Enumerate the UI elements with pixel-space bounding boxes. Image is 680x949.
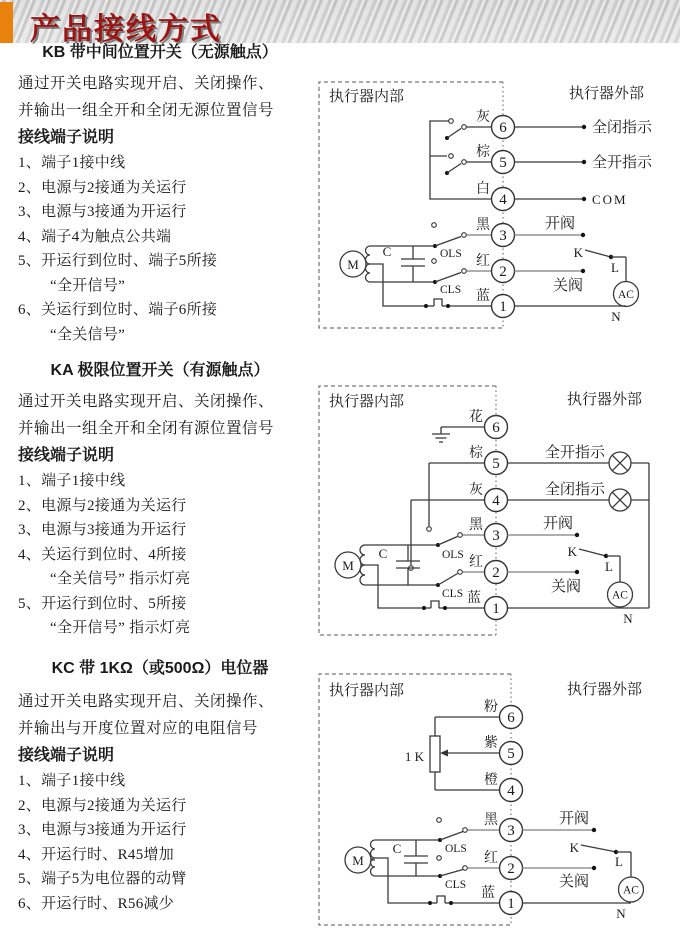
ext-label-open-valve: 开阀 [543, 516, 574, 532]
ka-item: 1、端子1接中线 [18, 473, 126, 489]
lamp-icon [609, 452, 631, 474]
k-switch-label: K [567, 544, 577, 559]
terminal-number: 2 [507, 861, 515, 877]
ka-item: 5、开运行到位时、5所接 [18, 595, 187, 612]
kb-item: “全关信号” [50, 326, 126, 343]
l-label: L [615, 854, 623, 869]
kc-item: 3、电源与3接通为开运行 [18, 822, 187, 838]
section-kb-text [8, 42, 312, 347]
wire-color-label: 花 [469, 410, 483, 425]
ext-label-com: COM [592, 192, 628, 207]
kc-subheading: 接线端子说明 [18, 747, 115, 764]
section-ka-text [8, 360, 312, 641]
terminal-number: 3 [492, 528, 500, 544]
ka-subheading: 接线端子说明 [18, 447, 115, 464]
section-ka-title: KA 极限位置开关（有源触点） [50, 362, 270, 379]
cls-label: CLS [440, 284, 462, 296]
ka-item: 3、电源与3接通为开运行 [18, 522, 187, 538]
capacitor-label: C [378, 546, 388, 561]
kc-wire-labels [481, 698, 499, 901]
ground-symbol [432, 434, 450, 442]
kb-wire-labels [476, 109, 491, 304]
terminal-number: 5 [499, 155, 507, 171]
terminal-number: 3 [507, 823, 515, 839]
terminal-number: 1 [507, 896, 515, 912]
wire-color-label: 蓝 [467, 591, 481, 606]
wire-color-label: 棕 [476, 145, 490, 160]
kb-item: 1、端子1接中线 [18, 155, 126, 171]
wire-color-label: 橙 [484, 773, 498, 788]
terminal-number: 6 [492, 420, 500, 436]
ka-item: “全关信号” 指示灯亮 [50, 571, 191, 587]
ext-label-closed-indication: 全闭指示 [592, 120, 653, 136]
kc-motor-circuit [345, 818, 500, 905]
terminal-number: 4 [492, 493, 500, 509]
ka-desc-line-1: 通过开关电路实现开启、关闭操作、 [18, 393, 275, 410]
n-label: N [623, 611, 633, 626]
ka-external-label: 执行器外部 [567, 392, 643, 408]
ext-label-open-valve: 开阀 [559, 811, 590, 827]
banner-accent-block [0, 2, 13, 43]
k-switch-label: K [569, 840, 579, 855]
terminal-number: 1 [499, 299, 507, 315]
ka-desc-line-2: 并输出一组全开和全闭有源位置信号 [18, 420, 275, 437]
capacitor-label: C [382, 244, 392, 259]
header-banner [0, 0, 680, 46]
ka-item: 2、电源与2接通为关运行 [18, 497, 187, 514]
ac-source-label: AC [623, 884, 639, 897]
wire-color-label: 红 [469, 555, 483, 570]
wire-color-label: 粉 [484, 700, 498, 715]
terminal-number: 4 [507, 783, 515, 799]
wire-color-label: 白 [476, 182, 490, 197]
kc-external-label: 执行器外部 [567, 682, 643, 698]
kb-external-label: 执行器外部 [569, 86, 645, 102]
section-kb-title: KB 带中间位置开关（无源触点） [42, 44, 278, 61]
motor-label: M [347, 257, 359, 272]
wire-color-label: 红 [476, 254, 490, 269]
motor-label: M [352, 853, 364, 868]
kc-item: 6、开运行时、R56减少 [18, 895, 175, 912]
terminal-number: 5 [492, 456, 500, 472]
terminal-number: 4 [499, 192, 507, 208]
ka-item: “全开信号” 指示灯亮 [50, 620, 191, 636]
wire-color-label: 蓝 [476, 289, 490, 304]
kb-subheading: 接线端子说明 [18, 129, 115, 146]
n-label: N [611, 309, 621, 324]
ols-label: OLS [442, 549, 464, 561]
motor-label: M [342, 558, 354, 573]
wire-color-label: 红 [484, 851, 498, 866]
ols-label: OLS [445, 843, 467, 855]
kb-desc-line-1: 通过开关电路实现开启、关闭操作、 [18, 75, 275, 92]
wiper-arrow [440, 750, 448, 757]
kb-item: 5、开运行到位时、端子5所接 [18, 253, 218, 269]
kc-internal-label: 执行器内部 [329, 683, 405, 699]
kc-external-circuit [523, 810, 644, 921]
wire-color-label: 蓝 [481, 886, 495, 901]
kc-item: 1、端子1接中线 [18, 773, 126, 789]
ext-label-open-indication: 全开指示 [545, 445, 606, 461]
kc-item: 4、开运行时、R45增加 [18, 846, 175, 863]
ext-label-close-valve: 关阀 [551, 579, 582, 595]
wire-color-label: 灰 [476, 110, 490, 125]
kb-item: 6、关运行到位时、端子6所接 [18, 302, 218, 318]
ka-internal-label: 执行器内部 [329, 394, 405, 410]
terminal-number: 1 [492, 601, 500, 617]
kb-desc-line-2: 并输出一组全开和全闭无源位置信号 [18, 102, 275, 119]
terminal-number: 5 [507, 746, 515, 762]
ka-external-circuit [508, 444, 650, 626]
kb-motor-circuit [340, 223, 492, 308]
wire-color-label: 紫 [484, 736, 498, 751]
ext-label-open-indication: 全开指示 [592, 155, 653, 171]
kb-item: “全开信号” [50, 277, 126, 294]
kb-wiring-diagram [313, 76, 675, 336]
capacitor-label: C [392, 841, 402, 856]
ka-item: 4、关运行到位时、4所接 [18, 546, 187, 563]
terminal-number: 3 [499, 228, 507, 244]
section-kc-title: KC 带 1KΩ（或500Ω）电位器 [51, 660, 269, 677]
kc-wiring-diagram [313, 668, 675, 940]
kb-item: 2、电源与2接通为关运行 [18, 179, 187, 196]
wire-color-label: 黑 [484, 813, 498, 828]
kb-internal-label: 执行器内部 [329, 89, 405, 105]
wire-color-label: 黑 [469, 518, 483, 533]
ols-label: OLS [440, 248, 462, 260]
ext-label-closed-indication: 全闭指示 [545, 482, 606, 498]
kc-desc-line-2: 并输出与开度位置对应的电阻信号 [18, 720, 259, 737]
page-title: 产品接线方式 [30, 13, 222, 46]
terminal-number: 2 [492, 565, 500, 581]
wire-color-label: 黑 [476, 218, 490, 233]
terminal-number: 2 [499, 264, 507, 280]
ka-motor-circuit [335, 533, 485, 610]
n-label: N [616, 906, 626, 921]
kb-external-circuit [515, 119, 654, 324]
kc-item: 5、端子5为电位器的动臂 [18, 871, 187, 887]
ext-label-close-valve: 关阀 [553, 278, 584, 294]
ac-source-label: AC [618, 289, 634, 301]
ka-wire-labels [467, 408, 484, 606]
kb-item: 3、电源与3接通为开运行 [18, 204, 187, 220]
l-label: L [611, 260, 619, 275]
k-switch-label: K [573, 245, 583, 260]
kc-item: 2、电源与2接通为关运行 [18, 797, 187, 814]
l-label: L [605, 559, 613, 574]
pot-value-label: 1 K [404, 749, 424, 764]
section-kc-text [8, 658, 312, 916]
kc-desc-line-1: 通过开关电路实现开启、关闭操作、 [18, 693, 275, 710]
ac-source-label: AC [612, 589, 628, 602]
cls-label: CLS [445, 879, 467, 891]
lamp-icon [609, 489, 631, 511]
terminal-number: 6 [499, 120, 507, 136]
cls-label: CLS [442, 588, 464, 600]
kb-item: 4、端子4为触点公共端 [18, 228, 172, 245]
ext-label-close-valve: 关阀 [559, 874, 590, 890]
ka-wiring-diagram [313, 380, 675, 642]
wire-color-label: 棕 [469, 446, 483, 461]
wire-color-label: 灰 [469, 483, 483, 498]
terminal-number: 6 [507, 710, 515, 726]
ext-label-open-valve: 开阀 [545, 216, 576, 232]
